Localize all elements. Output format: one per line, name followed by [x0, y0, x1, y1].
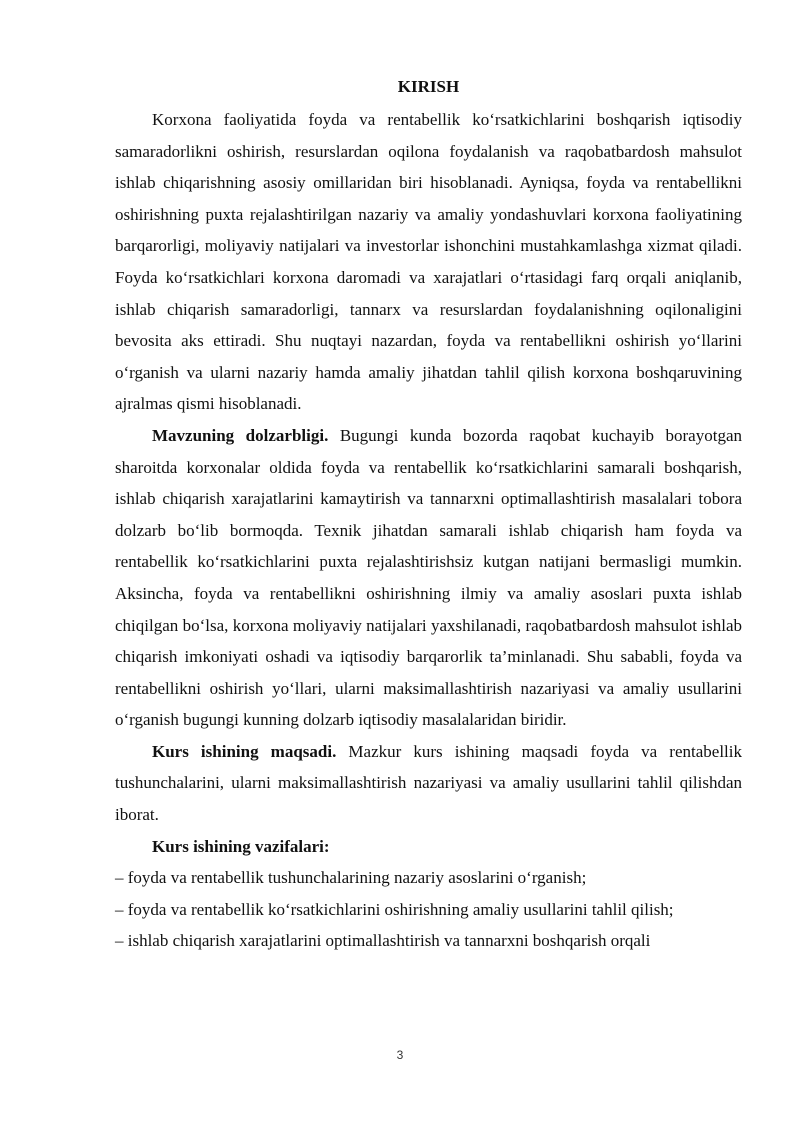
- intro-paragraph: Korxona faoliyatida foyda va rentabellik ko‘rsatkichlarini boshqarish iqtisodiy samaradorlikni oshirish, resurslardan oqilona foydalanish va raqobatbardosh mahsulot ishlab chiqarishning asosiy omillaridan biri hisoblanadi. Ayniqsa, foyda va rentabellikni oshirishning puxta rejalashtirilgan nazariy va amaliy yondashuvlari korxona faoliyatining barqarorligi, moliyaviy natijalari va investorlar ishonchini mustahkamlashga xizmat qiladi. Foyda ko‘rsatkichlari korxona daromadi va xarajatlari o‘rtasidagi farq orqali aniqlanib, ishlab chiqarish samaradorligi, tannarx va resurslardan foydalanishning oqilonaligini bevosita aks ettiradi. Shu nuqtayi nazardan, foyda va rentabellikni oshirish yo‘llarini o‘rganish va ularni nazariy hamda amaliy jihatdan tahlil qilish korxona boshqaruvining ajralmas qismi hisoblanadi.: [115, 110, 742, 414]
- task-item: – foyda va rentabellik ko‘rsatkichlarini oshirishning amaliy usullarini tahlil qilish;: [115, 899, 674, 919]
- document-page: [115, 62, 742, 957]
- goal-heading: Kurs ishining maqsadi.: [152, 741, 337, 761]
- page-number: 3: [396, 1048, 404, 1062]
- goal-paragraph: [115, 736, 742, 831]
- tasks-paragraph: [115, 831, 742, 863]
- goal-text: Mazkur kurs ishining maqsadi foyda va rentabellik tushunchalarini, ularni maksimallashtirish nazariyasi va amaliy usullarini tahlil qilishdan iborat.: [115, 741, 742, 825]
- task-item: – foyda va rentabellik tushunchalarining nazariy asoslarini o‘rganish;: [115, 868, 587, 888]
- relevance-heading: Mavzuning dolzarbligi.: [152, 425, 329, 445]
- task-item: – ishlab chiqarish xarajatlarini optimallashtirish va tannarxni boshqarish orqali: [115, 931, 651, 951]
- relevance-paragraph: [115, 420, 742, 736]
- page-title: KIRISH: [397, 77, 460, 96]
- tasks-heading: Kurs ishining vazifalari:: [152, 836, 330, 856]
- relevance-text: Bugungi kunda bozorda raqobat kuchayib borayotgan sharoitda korxonalar oldida foyda va rentabellik ko‘rsatkichlarini samarali boshqarish, ishlab chiqarish xarajatlarini kamaytirish va tannarxni optimallashtirish masalalari tobora dolzarb bo‘lib bormoqda. Texnik jihatdan samarali ishlab chiqarish ham foyda va rentabellik ko‘rsatkichlarini puxta rejalashtirishsiz kutgan natijani bermasligi mumkin. Aksincha, foyda va rentabellikni oshirishning ilmiy va amaliy asoslari puxta ishlab chiqilgan bo‘lsa, korxona moliyaviy natijalari yaxshilanadi, raqobatbardosh mahsulot ishlab chiqarish imkoniyati oshadi va iqtisodiy barqarorlik ta’minlanadi. Shu sababli, foyda va rentabellikni oshirish yo‘llari, ularni maksimallashtirish nazariyasi va amaliy usullarini o‘rganish bugungi kunning dolzarb iqtisodiy masalalaridan biridir.: [115, 425, 742, 730]
